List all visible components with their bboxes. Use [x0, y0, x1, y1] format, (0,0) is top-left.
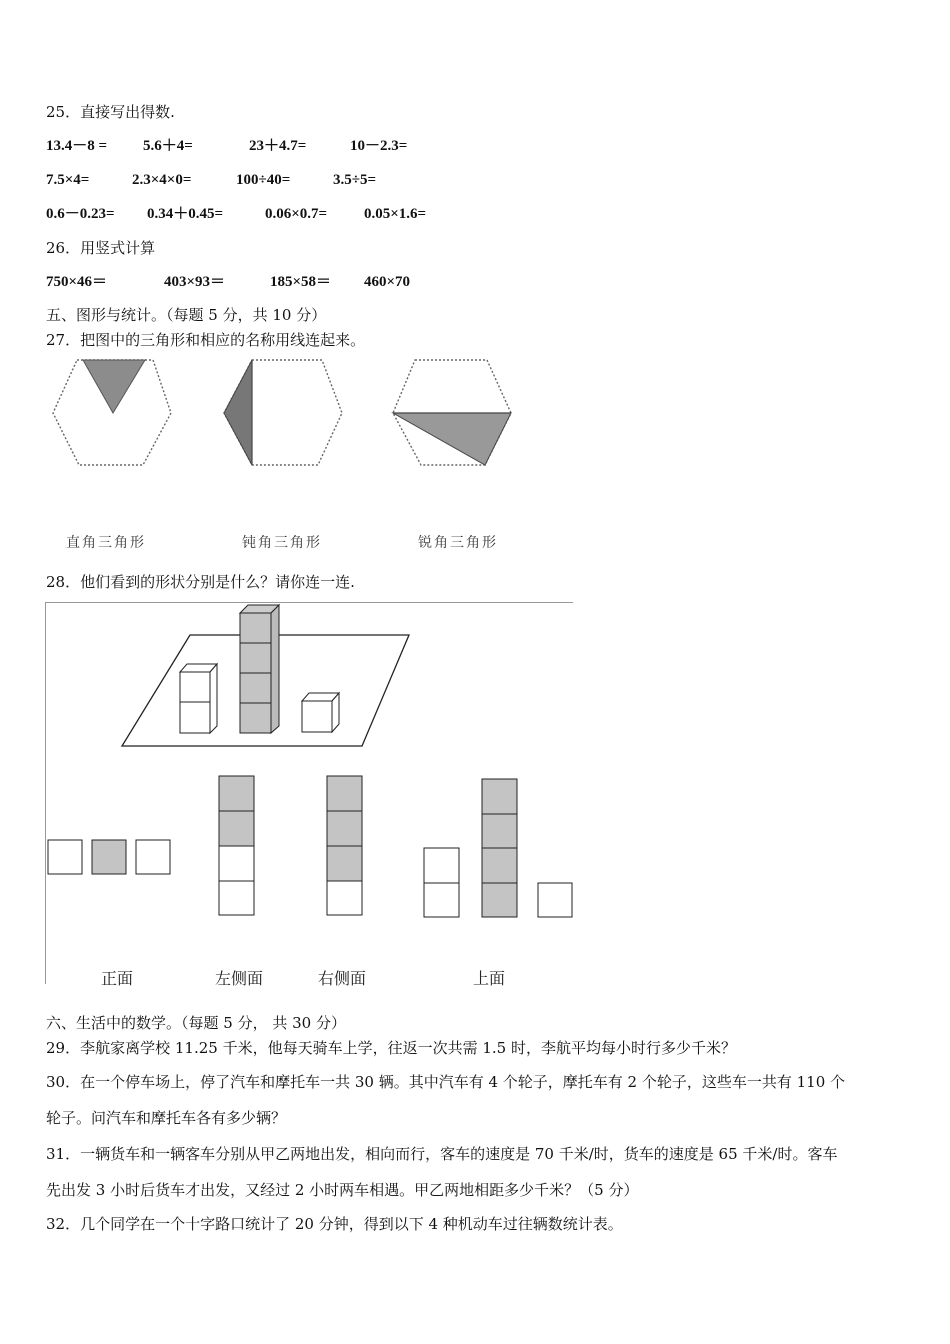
q30-line2: 轮子。问汽车和摩托车各有多少辆？	[46, 1109, 287, 1127]
q27-title: 27．把图中的三角形和相应的名称用线连起来。	[46, 331, 366, 349]
q25-r3-c3: 0.06×0.7=	[265, 206, 328, 222]
q31-line1: 31．一辆货车和一辆客车分别从甲乙两地出发，相向而行，客车的速度是 70 千米/时，货车的速度是 65 千米/时。客车	[46, 1145, 838, 1163]
q25-r2-c4: 3.5÷5=	[333, 172, 377, 188]
q26-c4: 460×70	[364, 274, 411, 290]
label-acute-triangle: 锐角三角形	[418, 535, 498, 551]
q25-r1-c4: 10－2.3=	[350, 138, 408, 154]
hexagon-figure-1	[45, 355, 185, 473]
q25-r2-c2: 2.3×4×0=	[132, 172, 192, 188]
section6-title: 六、生活中的数学。（每题 5 分， 共 30 分）	[46, 1014, 346, 1032]
q25-title: 25．直接写出得数.	[46, 103, 175, 121]
q25-r3-c1: 0.6－0.23=	[46, 206, 115, 222]
q28-title: 28．他们看到的形状分别是什么？请你连一连.	[46, 573, 355, 591]
hexagon-figure-2	[214, 355, 354, 473]
q29-text: 29．李航家离学校 11.25 千米，他每天骑车上学，往返一次共需 1.5 时，李航平均每小时行多少千米？	[46, 1039, 736, 1057]
label-right-triangle: 直角三角形	[66, 535, 146, 551]
q25-r1-c2: 5.6＋4=	[143, 138, 193, 154]
q25-r2-c1: 7.5×4=	[46, 172, 90, 188]
hexagon-figure-3	[385, 355, 525, 473]
cube-views-figure	[45, 602, 575, 986]
q25-r1-c3: 23＋4.7=	[249, 138, 307, 154]
q26-c3: 185×58＝	[270, 274, 332, 290]
label-obtuse-triangle: 钝角三角形	[242, 535, 322, 551]
view-label-right: 右侧面	[318, 969, 367, 988]
view-label-front: 正面	[101, 969, 134, 988]
section5-title: 五、图形与统计。（每题 5 分，共 10 分）	[46, 306, 327, 324]
q26-c1: 750×46＝	[46, 274, 108, 290]
q30-line1: 30．在一个停车场上，停了汽车和摩托车一共 30 辆。其中汽车有 4 个轮子，摩托车有 2 个轮子，这些车一共有 110 个	[46, 1073, 846, 1091]
q32-text: 32．几个同学在一个十字路口统计了 20 分钟，得到以下 4 种机动车过往辆数统计表。	[46, 1215, 623, 1233]
q25-r2-c3: 100÷40=	[236, 172, 291, 188]
q26-title: 26．用竖式计算	[46, 239, 156, 257]
q25-r1-c1: 13.4－8 =	[46, 138, 108, 154]
view-label-left: 左侧面	[215, 969, 264, 988]
q26-c2: 403×93＝	[164, 274, 226, 290]
q25-r3-c4: 0.05×1.6=	[364, 206, 427, 222]
q31-line2: 先出发 3 小时后货车才出发，又经过 2 小时两车相遇。甲乙两地相距多少千米？（5 分）	[46, 1181, 639, 1199]
view-label-top: 上面	[473, 969, 506, 988]
q25-r3-c2: 0.34＋0.45=	[147, 206, 224, 222]
